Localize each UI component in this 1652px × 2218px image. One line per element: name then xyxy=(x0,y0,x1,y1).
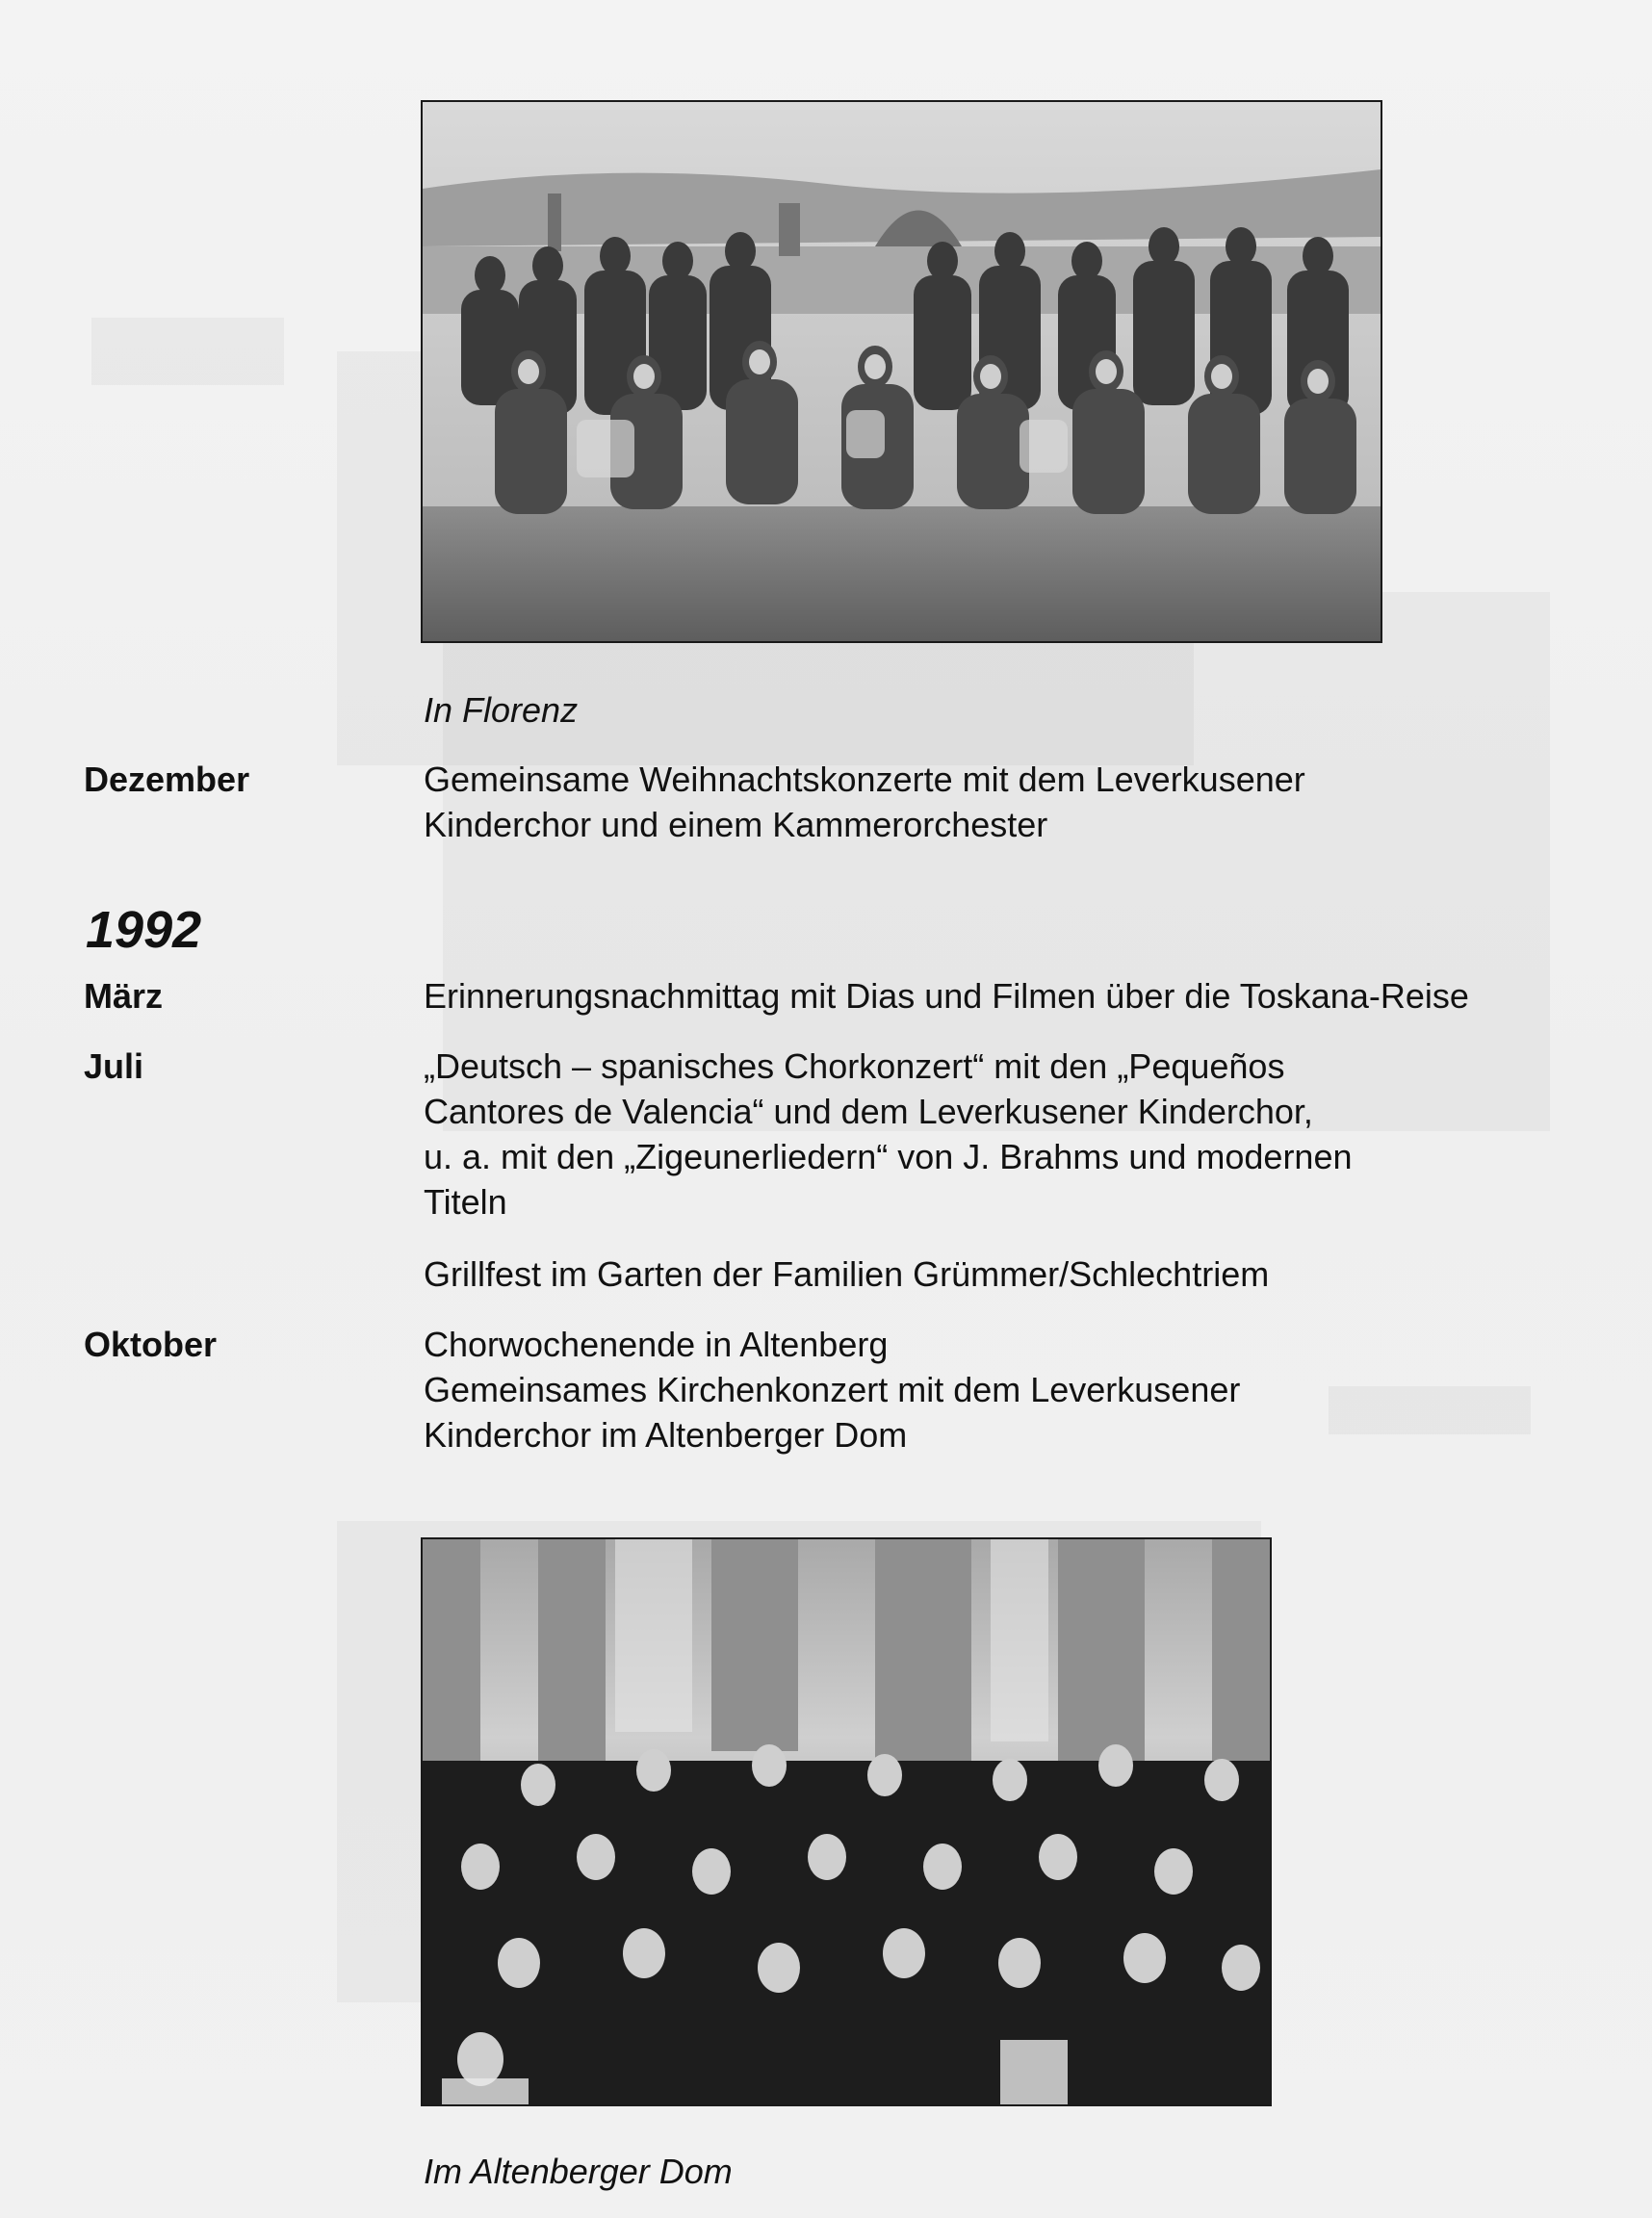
entry-line: Gemeinsames Kirchenkonzert mit dem Leverkusener xyxy=(424,1370,1241,1409)
altenberg-choir-photo xyxy=(421,1537,1272,2106)
month-label-maerz: März xyxy=(84,976,164,1016)
entry-oktober xyxy=(424,1322,1550,1457)
altenberg-photo-caption: Im Altenberger Dom xyxy=(424,2152,733,2191)
entry-line: u. a. mit den „Zigeunerliedern“ von J. Brahms und modernen xyxy=(424,1137,1353,1176)
entry-line: Gemeinsame Weihnachtskonzerte mit dem Leverkusener xyxy=(424,760,1305,799)
entry-line: Cantores de Valencia“ und dem Leverkusener Kinderchor, xyxy=(424,1092,1313,1131)
florence-photo-image xyxy=(423,102,1381,641)
entry-line: Kinderchor im Altenberger Dom xyxy=(424,1415,908,1455)
entry-line: Erinnerungsnachmittag mit Dias und Filmen über die Toskana-Reise xyxy=(424,976,1469,1016)
month-label-dezember: Dezember xyxy=(84,760,250,799)
florence-group-photo xyxy=(421,100,1382,643)
entry-line: Grillfest im Garten der Familien Grümmer/Schlechtriem xyxy=(424,1254,1270,1294)
entry-line: Kinderchor und einem Kammerorchester xyxy=(424,805,1048,844)
year-heading-1992: 1992 xyxy=(86,901,202,959)
florence-photo-caption: In Florenz xyxy=(424,690,579,730)
entry-line: „Deutsch – spanisches Chorkonzert“ mit den „Pequeños xyxy=(424,1046,1285,1086)
bleed-through-shape xyxy=(91,318,284,385)
entry-line: Chorwochenende in Altenberg xyxy=(424,1325,889,1364)
entry-grillfest xyxy=(424,1251,1550,1297)
altenberg-photo-image xyxy=(423,1539,1270,2104)
entry-maerz xyxy=(424,973,1550,1019)
month-label-juli: Juli xyxy=(84,1046,144,1086)
entry-line: Titeln xyxy=(424,1182,507,1222)
entry-dezember xyxy=(424,757,1550,847)
month-label-oktober: Oktober xyxy=(84,1325,218,1364)
entry-juli xyxy=(424,1044,1550,1225)
